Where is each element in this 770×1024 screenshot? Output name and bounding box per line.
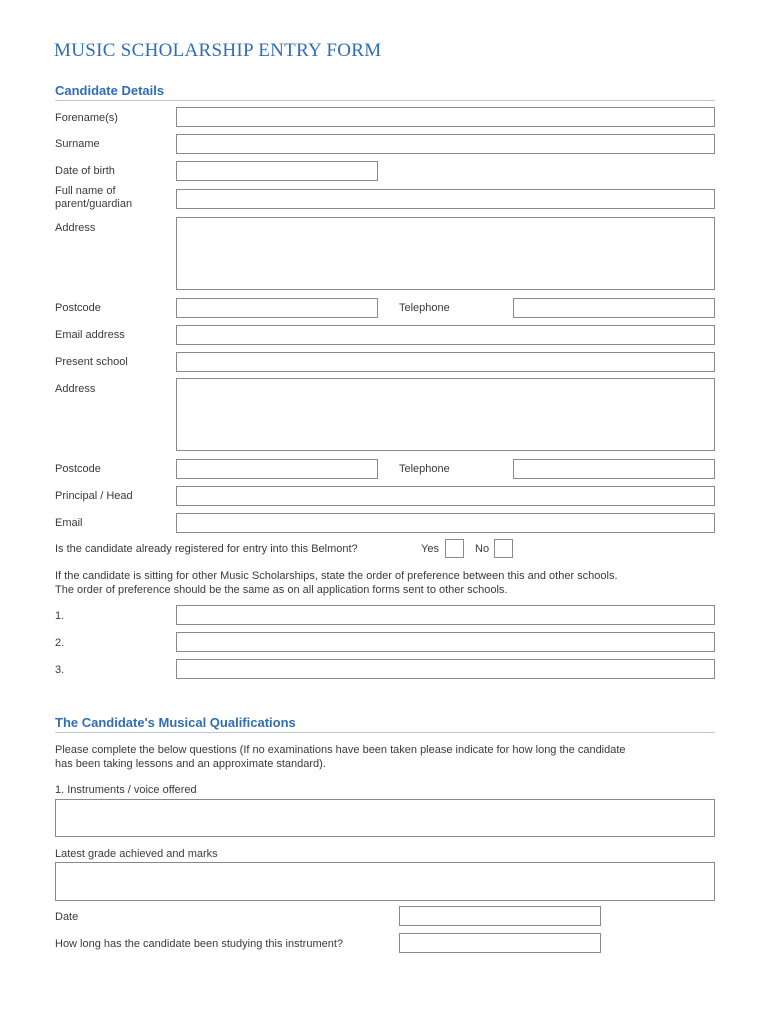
duration-input[interactable] [399, 933, 601, 953]
telephone-input[interactable] [513, 298, 715, 318]
candidate-details-rule [55, 100, 715, 101]
forenames-label: Forename(s) [55, 112, 118, 124]
school-postcode-input[interactable] [176, 459, 378, 479]
address-textarea[interactable] [176, 217, 715, 290]
qualifications-intro-line2: has been taking lessons and an approximate standard). [55, 758, 326, 770]
dob-label: Date of birth [55, 165, 115, 177]
preference-note-line1: If the candidate is sitting for other Music Scholarships, state the order of preference between this and other schools. [55, 570, 618, 582]
forenames-input[interactable] [176, 107, 715, 127]
preference-2-label: 2. [55, 637, 65, 649]
yes-checkbox[interactable] [445, 539, 464, 558]
school-telephone-input[interactable] [513, 459, 715, 479]
parent-label-line1: Full name of [55, 185, 116, 197]
principal-label: Principal / Head [55, 490, 133, 502]
qualifications-rule [55, 732, 715, 733]
principal-input[interactable] [176, 486, 715, 506]
parent-name-input[interactable] [176, 189, 715, 209]
candidate-details-heading: Candidate Details [55, 83, 165, 98]
email-label: Email address [55, 329, 125, 341]
school-email-label: Email [55, 517, 83, 529]
date-label: Date [55, 911, 79, 923]
instruments-label: 1. Instruments / voice offered [55, 784, 197, 796]
date-input[interactable] [399, 906, 601, 926]
school-telephone-label: Telephone [399, 463, 450, 475]
preference-note [55, 569, 735, 597]
preference-1-label: 1. [55, 610, 65, 622]
preference-2-input[interactable] [176, 632, 715, 652]
grade-label: Latest grade achieved and marks [55, 848, 218, 860]
no-checkbox[interactable] [494, 539, 513, 558]
qualifications-intro [55, 743, 735, 771]
surname-label: Surname [55, 138, 100, 150]
school-address-label: Address [55, 383, 96, 395]
yes-label: Yes [421, 543, 439, 555]
school-postcode-label: Postcode [55, 463, 101, 475]
grade-textarea[interactable] [55, 862, 715, 901]
preference-3-label: 3. [55, 664, 65, 676]
registered-question: Is the candidate already registered for entry into this Belmont? [55, 543, 358, 555]
parent-label [55, 185, 132, 211]
school-address-textarea[interactable] [176, 378, 715, 451]
postcode-input[interactable] [176, 298, 378, 318]
dob-input[interactable] [176, 161, 378, 181]
preference-3-input[interactable] [176, 659, 715, 679]
postcode-label: Postcode [55, 302, 101, 314]
qualifications-heading: The Candidate's Musical Qualifications [55, 715, 296, 730]
email-input[interactable] [176, 325, 715, 345]
address-label: Address [55, 222, 96, 234]
duration-label: How long has the candidate been studying this instrument? [55, 938, 344, 950]
instruments-textarea[interactable] [55, 799, 715, 837]
telephone-label: Telephone [399, 302, 450, 314]
present-school-label: Present school [55, 356, 128, 368]
form-title: MUSIC SCHOLARSHIP ENTRY FORM [54, 40, 382, 61]
qualifications-intro-line1: Please complete the below questions (If no examinations have been taken please indicate for how long the candidate [55, 744, 626, 756]
preference-1-input[interactable] [176, 605, 715, 625]
preference-note-line2: The order of preference should be the same as on all application forms sent to other schools. [55, 584, 508, 596]
parent-label-line2: parent/guardian [55, 198, 133, 210]
school-email-input[interactable] [176, 513, 715, 533]
present-school-input[interactable] [176, 352, 715, 372]
no-label: No [475, 543, 490, 555]
surname-input[interactable] [176, 134, 715, 154]
